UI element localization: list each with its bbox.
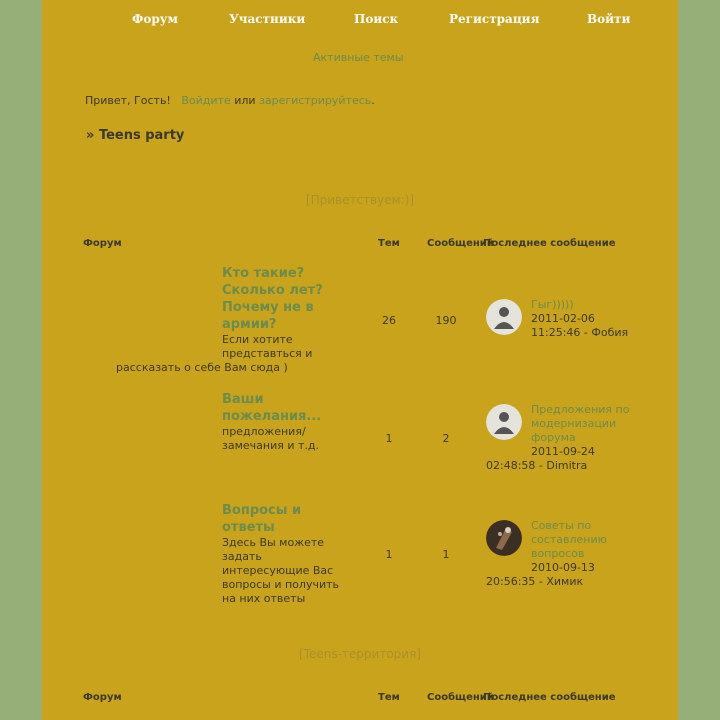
topic-count: 1 xyxy=(385,432,393,445)
last-post-date: 2011-09-24 xyxy=(531,445,595,458)
topic-count: 26 xyxy=(382,314,396,327)
greeting-suffix: . xyxy=(371,94,375,107)
column-header-last-post: Последнее сообщение xyxy=(483,692,616,703)
greeting xyxy=(85,94,375,107)
breadcrumb-arrow: » xyxy=(86,128,95,143)
register-link[interactable]: зарегистрируйтесь xyxy=(259,94,372,107)
nav-forum[interactable]: Форум xyxy=(132,12,178,26)
post-count: 190 xyxy=(435,314,457,327)
column-header-posts: Сообщений xyxy=(427,238,494,249)
greeting-prefix: Привет, Гость! xyxy=(85,94,171,107)
last-post-time-author: 20:56:35 - Химик xyxy=(486,575,584,588)
nav-login[interactable]: Войти xyxy=(587,12,631,26)
last-post-link[interactable]: Гыг))))) xyxy=(531,298,574,311)
category-title: [Приветствуем:)] xyxy=(305,193,415,207)
forum-description-part2: рассказать о себе Вам сюда ) xyxy=(116,361,288,374)
column-header-last-post: Последнее сообщение xyxy=(483,238,616,249)
user-avatar[interactable] xyxy=(486,404,522,440)
post-count: 2 xyxy=(442,432,450,445)
column-header-topics: Тем xyxy=(378,692,400,703)
last-post-meta: 2011-02-06 11:25:46 - Фобия xyxy=(531,312,629,339)
breadcrumb xyxy=(86,128,184,143)
breadcrumb-title[interactable]: Teens party xyxy=(98,128,185,143)
forum-row xyxy=(116,265,346,333)
greeting-or: или xyxy=(234,94,256,107)
nav-members[interactable]: Участники xyxy=(229,12,306,26)
login-link[interactable]: Войдите xyxy=(181,94,231,107)
forum-title[interactable]: Ваши пожелания... xyxy=(222,392,322,424)
forum-description: предложения/ замечания и т.д. xyxy=(222,425,320,452)
forum-title[interactable]: Вопросы и ответы xyxy=(222,503,302,535)
topic-count: 1 xyxy=(385,548,393,561)
forum-page xyxy=(42,0,678,720)
column-header-topics: Тем xyxy=(378,238,400,249)
user-avatar[interactable] xyxy=(486,520,522,556)
nav-register[interactable]: Регистрация xyxy=(449,12,540,26)
active-topics-link[interactable]: Активные темы xyxy=(313,51,404,64)
last-post-date: 2010-09-13 xyxy=(531,561,595,574)
user-avatar[interactable] xyxy=(486,299,522,335)
nav-search[interactable]: Поиск xyxy=(354,12,399,26)
column-header-posts: Сообщений xyxy=(427,692,494,703)
column-header-forum: Форум xyxy=(83,692,122,703)
forum-description-part1: Если хотите представться и xyxy=(222,333,313,360)
category-title: [Teens-территория] xyxy=(299,647,421,661)
post-count: 1 xyxy=(442,548,450,561)
last-post-link[interactable]: Советы по составлению вопросов xyxy=(531,519,607,560)
column-header-forum: Форум xyxy=(83,238,122,249)
forum-description: Здесь Вы можете задать интересующие Вас вопросы и получить на них ответы xyxy=(222,536,339,605)
forum-title[interactable]: Кто такие? Сколько лет? Почему не в армии? xyxy=(222,266,323,332)
last-post-time-author: 02:48:58 - Dimitra xyxy=(486,459,588,472)
last-post-link[interactable]: Предложения по модернизации форума xyxy=(531,403,630,444)
